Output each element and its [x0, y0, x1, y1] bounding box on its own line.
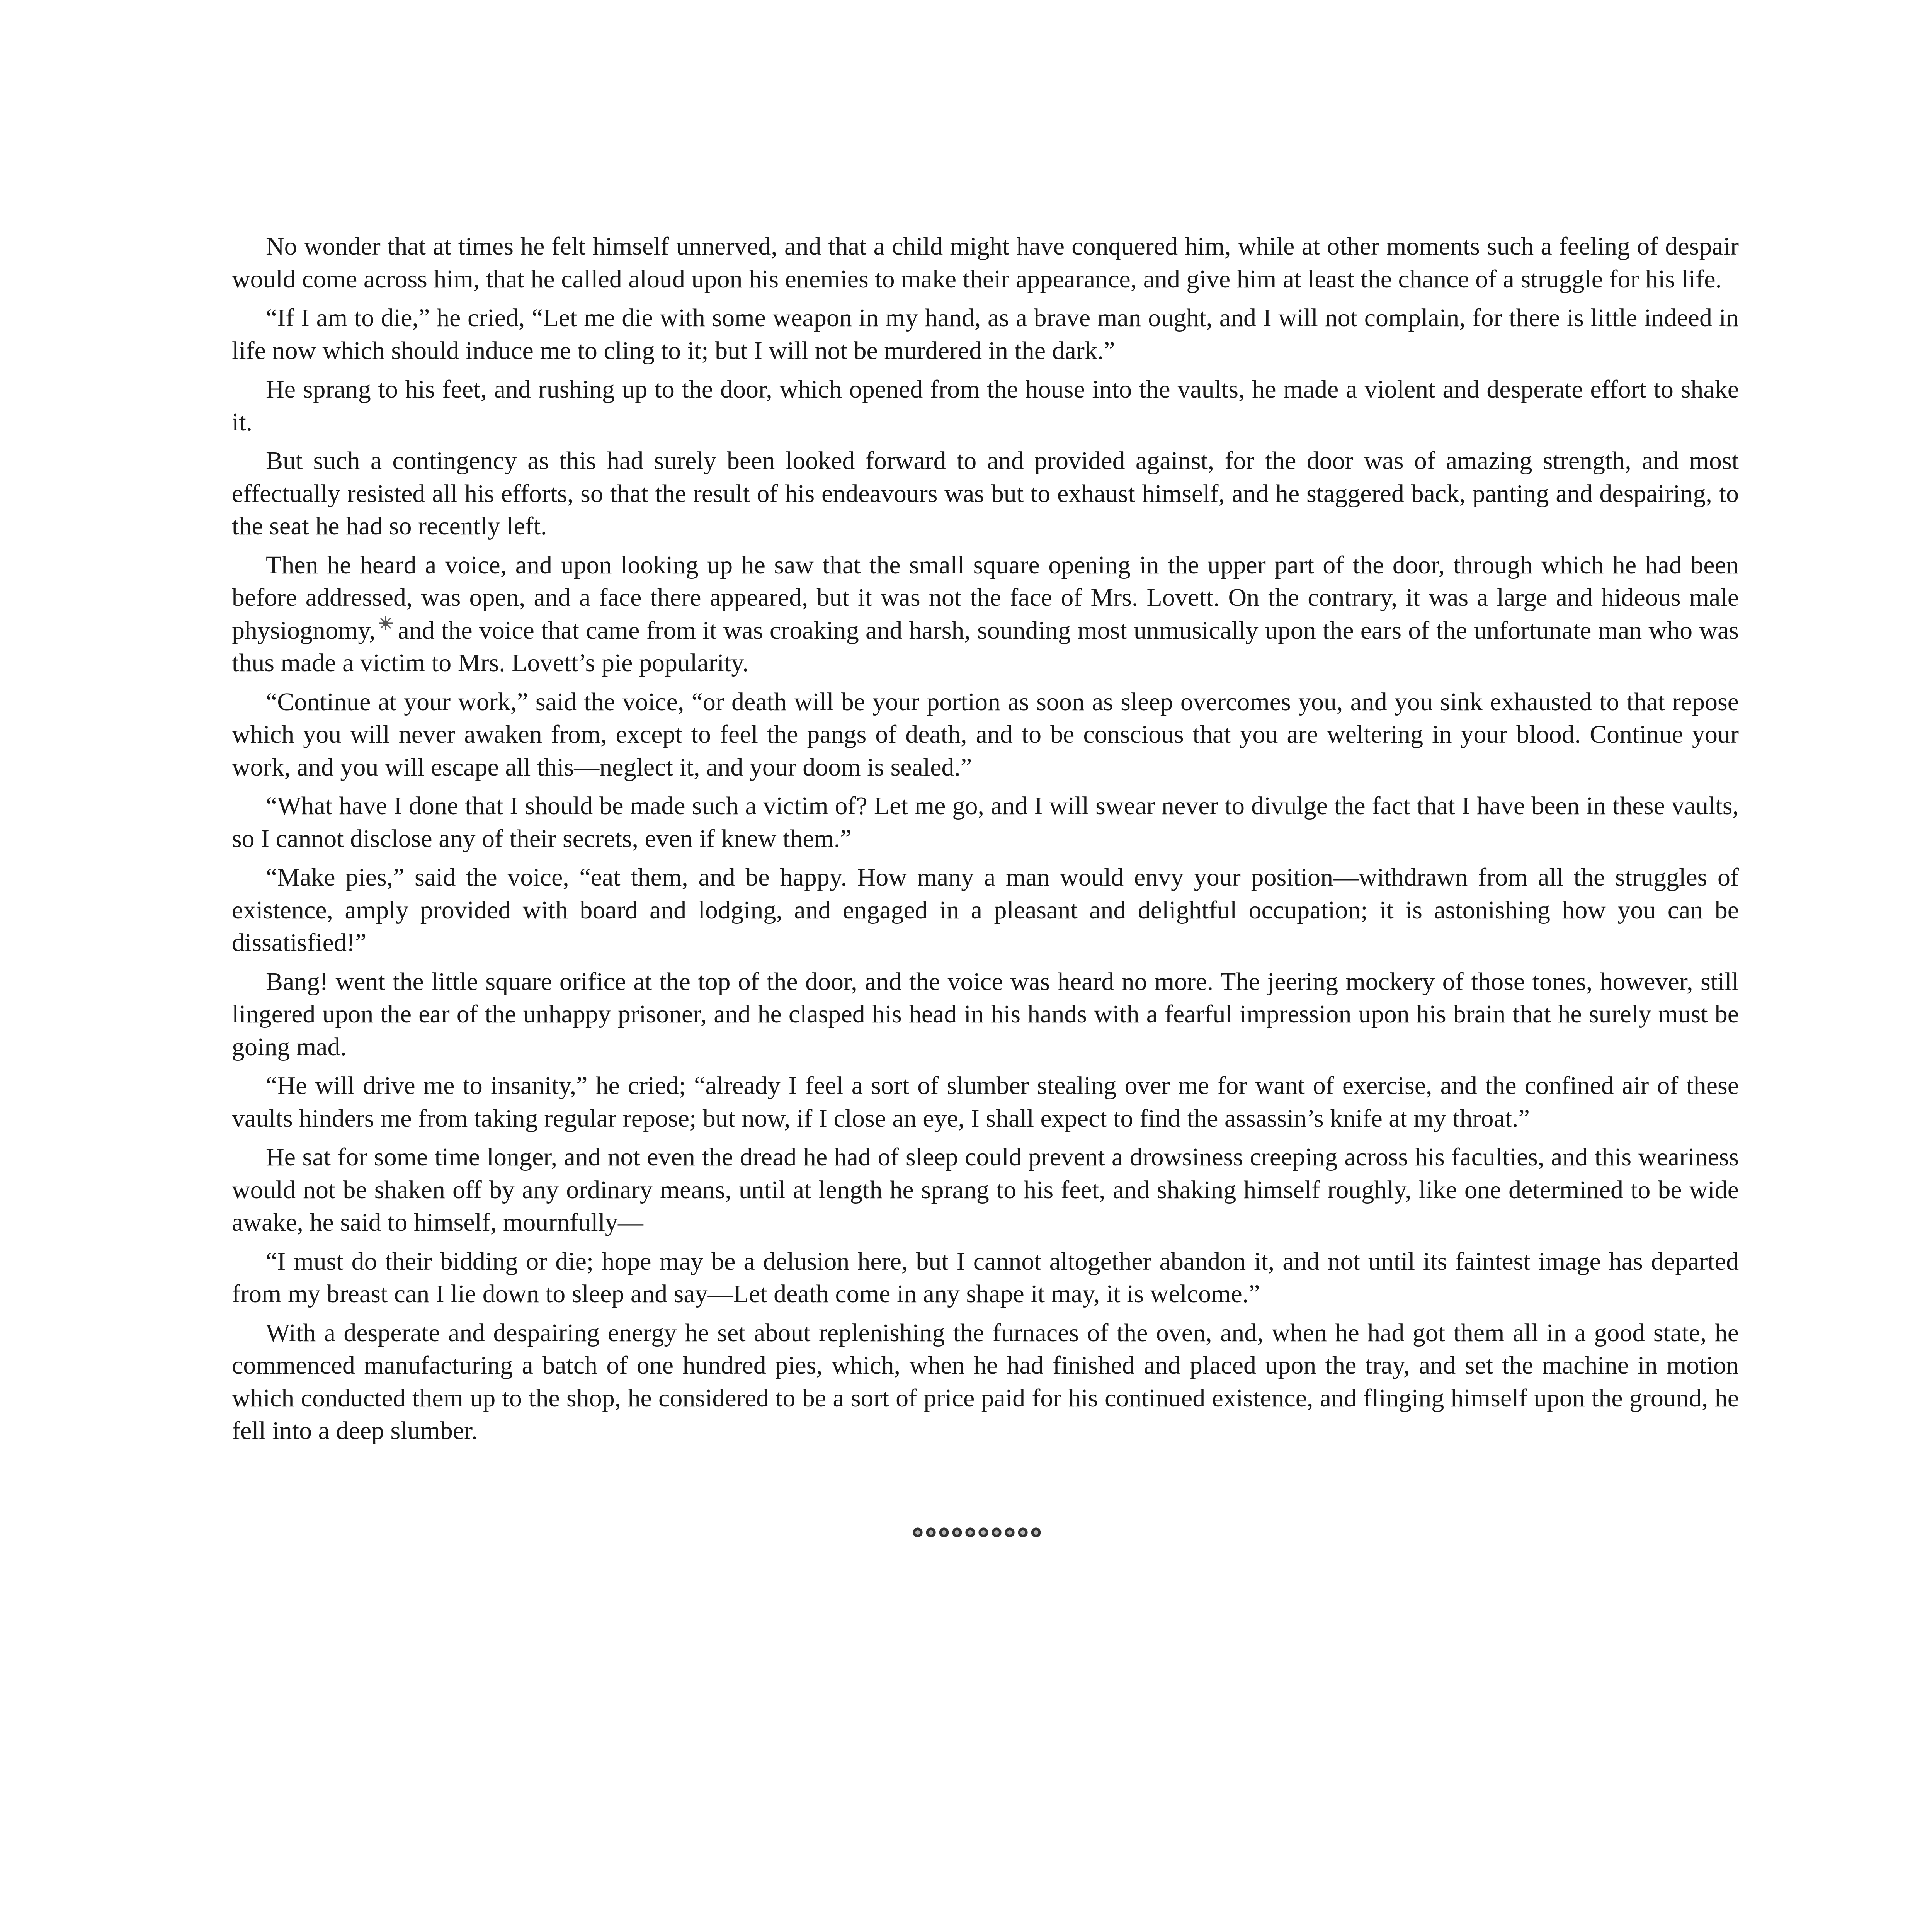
ornament-icon [978, 1527, 989, 1538]
ornament-icon [1017, 1527, 1029, 1538]
paragraph: “What have I done that I should be made such a victim of? Let me go, and I will swear never to divulge the fact that I have been in these vaults, so I cannot disclose any of their secrets, even if knew them.” [232, 792, 1739, 853]
asterisk-ornament-icon[interactable] [378, 616, 393, 631]
paragraph: He sat for some time longer, and not even the dread he had of sleep could prevent a drowsiness creeping across his faculties, and this weariness would not be shaken off by any ordinary means, until at length he sprang to his feet, and shaking himself roughly, like one determined to be wide awake, he said to himself, mournfully— [232, 1143, 1739, 1236]
paragraph: Bang! went the little square orifice at the top of the door, and the voice was heard no more. The jeering mockery of those tones, however, still lingered upon the ear of the unhappy prisoner, and he clasped his head in his hands with a fearful impression upon his brain that he surely must be going mad. [232, 967, 1739, 1061]
ornament-icon [912, 1527, 923, 1538]
paragraph: “If I am to die,” he cried, “Let me die with some weapon in my hand, as a brave man ought, and I will not complain, for there is little indeed in life now which should induce me to cling to it; but I will not be murdered in the dark.” [232, 304, 1739, 365]
paragraph: “Continue at your work,” said the voice, “or death will be your portion as soon as sleep overcomes you, and you sink exhausted to that repose which you will never awaken from, except to feel the pangs of death, and to be conscious that you are weltering in your blood. Continue your work, and you will escape all this—neglect it, and your doom is sealed.” [232, 687, 1739, 781]
ornament-icon [951, 1527, 963, 1538]
paragraph-text-after-note: and the voice that came from it was croaking and harsh, sounding most unmusically upon the ears of the unfortunate man who was thus made a victim to Mrs. Lovett’s pie popularity. [232, 616, 1739, 677]
paragraph: “He will drive me to insanity,” he cried; “already I feel a sort of slumber stealing over me for want of exercise, and the confined air of these vaults hinders me from taking regular repose; but now, if I close an eye, I shall expect to find the assassin’s knife at my throat.” [232, 1071, 1739, 1133]
section-break-ornament-icon [912, 1525, 1042, 1540]
paragraph: “Make pies,” said the voice, “eat them, and be happy. How many a man would envy your position—withdrawn from all the struggles of existence, amply provided with board and lodging, and engaged in a pleasant and delightful occupation; it is astonishing how you can be dissatisfied!” [232, 863, 1739, 957]
ornament-icon [1004, 1527, 1015, 1538]
paragraph: No wonder that at times he felt himself unnerved, and that a child might have conquered him, while at other moments such a feeling of despair would come across him, that he called aloud upon his enemies to make their appearance, and give him at least the chance of a struggle for his life. [232, 232, 1739, 293]
paragraph: He sprang to his feet, and rushing up to the door, which opened from the house into the vaults, he made a violent and desperate effort to shake it. [232, 375, 1739, 436]
paragraph-text-before-note: Then he heard a voice, and upon looking up he saw that the small square opening in the upper part of the door, through which he had been before addressed, was open, and a face there appeared, but it was not the face of Mrs. Lovett. On the contrary, it was a large and hideous male physiognomy, [232, 551, 1739, 645]
paragraph: But such a contingency as this had surely been looked forward to and provided against, for the door was of amazing strength, and most effectually resisted all his efforts, so that the result of his endeavours was but to exhaust himself, and he staggered back, panting and despairing, to the seat he had so recently left. [232, 447, 1739, 540]
paragraph: With a desperate and despairing energy he set about replenishing the furnaces of the oven, and, when he had got them all in a good state, he commenced manufacturing a batch of one hundred pies, which, when he had finished and placed upon the tray, and set the machine in motion which conducted them up to the shop, he considered to be a sort of price paid for his continued existence, and flinging himself upon the ground, he fell into a deep slumber. [232, 1318, 1739, 1445]
ornament-icon [991, 1527, 1002, 1538]
paragraph-with-footnote [232, 549, 1739, 680]
body-text [232, 230, 1739, 1454]
ornament-icon [1030, 1527, 1042, 1538]
ornament-icon [964, 1527, 976, 1538]
ornament-icon [938, 1527, 950, 1538]
ornament-icon [925, 1527, 937, 1538]
paragraph: “I must do their bidding or die; hope may be a delusion here, but I cannot altogether abandon it, and not until its faintest image has departed from my breast can I lie down to sleep and say—Let death come in any shape it may, it is welcome.” [232, 1247, 1739, 1308]
